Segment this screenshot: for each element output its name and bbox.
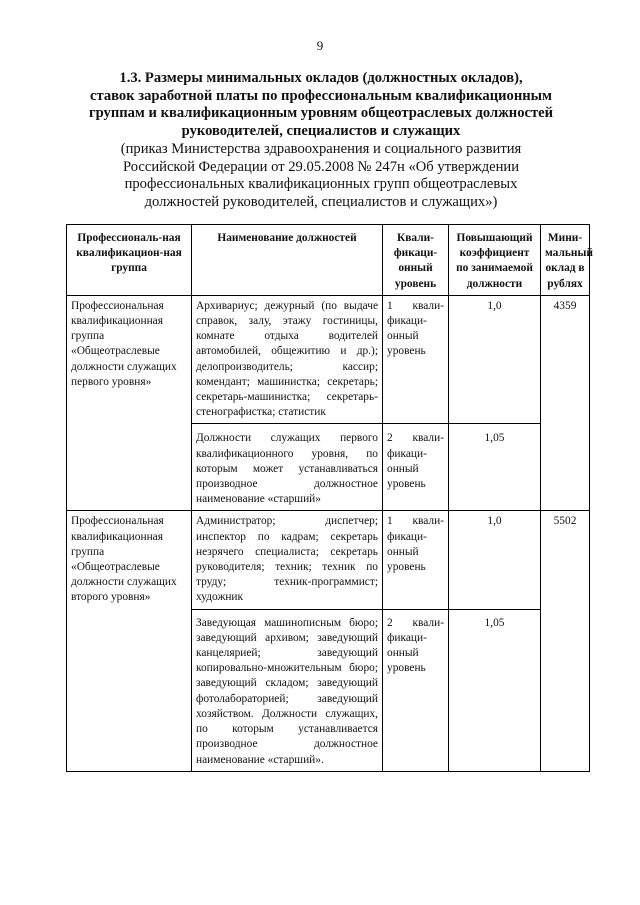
heading-line: группам и квалификационным уровням общеотраслевых должностей <box>88 105 554 122</box>
order-reference-line: (приказ Министерства здравоохранения и социального развития <box>120 141 522 157</box>
group-name-cell: Профессиональная квалификационная группа «Общеотраслевые должности служащих первого уровня» <box>67 295 192 511</box>
header-coefficient: Повышающий коэффициент по занимаемой должности <box>449 225 541 296</box>
coefficient-cell: 1,05 <box>449 609 541 771</box>
order-reference-line: профессиональных квалификационных групп общеотраслевых <box>124 176 518 193</box>
level-cell: 2 квали-фикаци-онный уровень <box>383 424 449 511</box>
group-name-cell: Профессиональная квалификационная группа «Общеотраслевые должности служащих второго уровня» <box>67 511 192 771</box>
positions-cell: Должности служащих первого квалификационного уровня, по которым может устанавливаться производное должностное наименование «старший» <box>192 424 383 511</box>
header-salary: Мини-мальный оклад в рублях <box>541 225 590 296</box>
level-cell: 1 квали-фикаци-онный уровень <box>383 511 449 609</box>
table-row <box>67 511 590 609</box>
section-heading <box>76 70 566 140</box>
positions-cell: Администратор; диспетчер; инспектор по кадрам; секретарь незрячего специалиста; секретарь руководителя; техник; техник по труду; техник-программист; художник <box>192 511 383 609</box>
order-reference-line: Российской Федерации от 29.05.2008 № 247н «Об утверждении <box>122 158 520 175</box>
order-reference <box>76 141 566 211</box>
header-group: Профессиональ-ная квалификацион-ная группа <box>67 225 192 296</box>
coefficient-cell: 1,0 <box>449 295 541 424</box>
salary-cell: 4359 <box>541 295 590 511</box>
heading-line: 1.3. Размеры минимальных окладов (должностных окладов), <box>119 70 523 86</box>
heading-line: руководителей, специалистов и служащих <box>181 122 461 139</box>
header-positions: Наименование должностей <box>192 225 383 296</box>
table-row <box>67 295 590 424</box>
level-cell: 1 квали-фикаци-онный уровень <box>383 295 449 424</box>
salary-table <box>66 224 593 772</box>
order-reference-line: должностей руководителей, специалистов и служащих») <box>144 193 498 210</box>
coefficient-cell: 1,05 <box>449 424 541 511</box>
salary-cell: 5502 <box>541 511 590 771</box>
heading-line: ставок заработной платы по профессиональным квалификационным <box>90 87 552 104</box>
header-level: Квали-фикаци-онный уровень <box>383 225 449 296</box>
positions-cell: Архивариус; дежурный (по выдаче справок, залу, этажу гостиницы, комнате отдыха водителей автомобилей, общежитию и др.); делопроизводитель; кассир; комендант; машинистка; секретарь; секретарь-машинистка; секретарь-стенографистка; статистик <box>192 295 383 424</box>
page-number: 9 <box>316 38 324 53</box>
level-cell: 2 квали-фикаци-онный уровень <box>383 609 449 771</box>
table-header-row <box>67 225 590 296</box>
positions-cell: Заведующая машинописным бюро; заведующий архивом; заведующий канцелярией; заведующий копировально-множительным бюро; заведующий складом; заведующий фотолабораторией; заведующий хозяйством. Должности служащих, по которым устанавливается производное должностное наименование «старший». <box>192 609 383 771</box>
coefficient-cell: 1,0 <box>449 511 541 609</box>
